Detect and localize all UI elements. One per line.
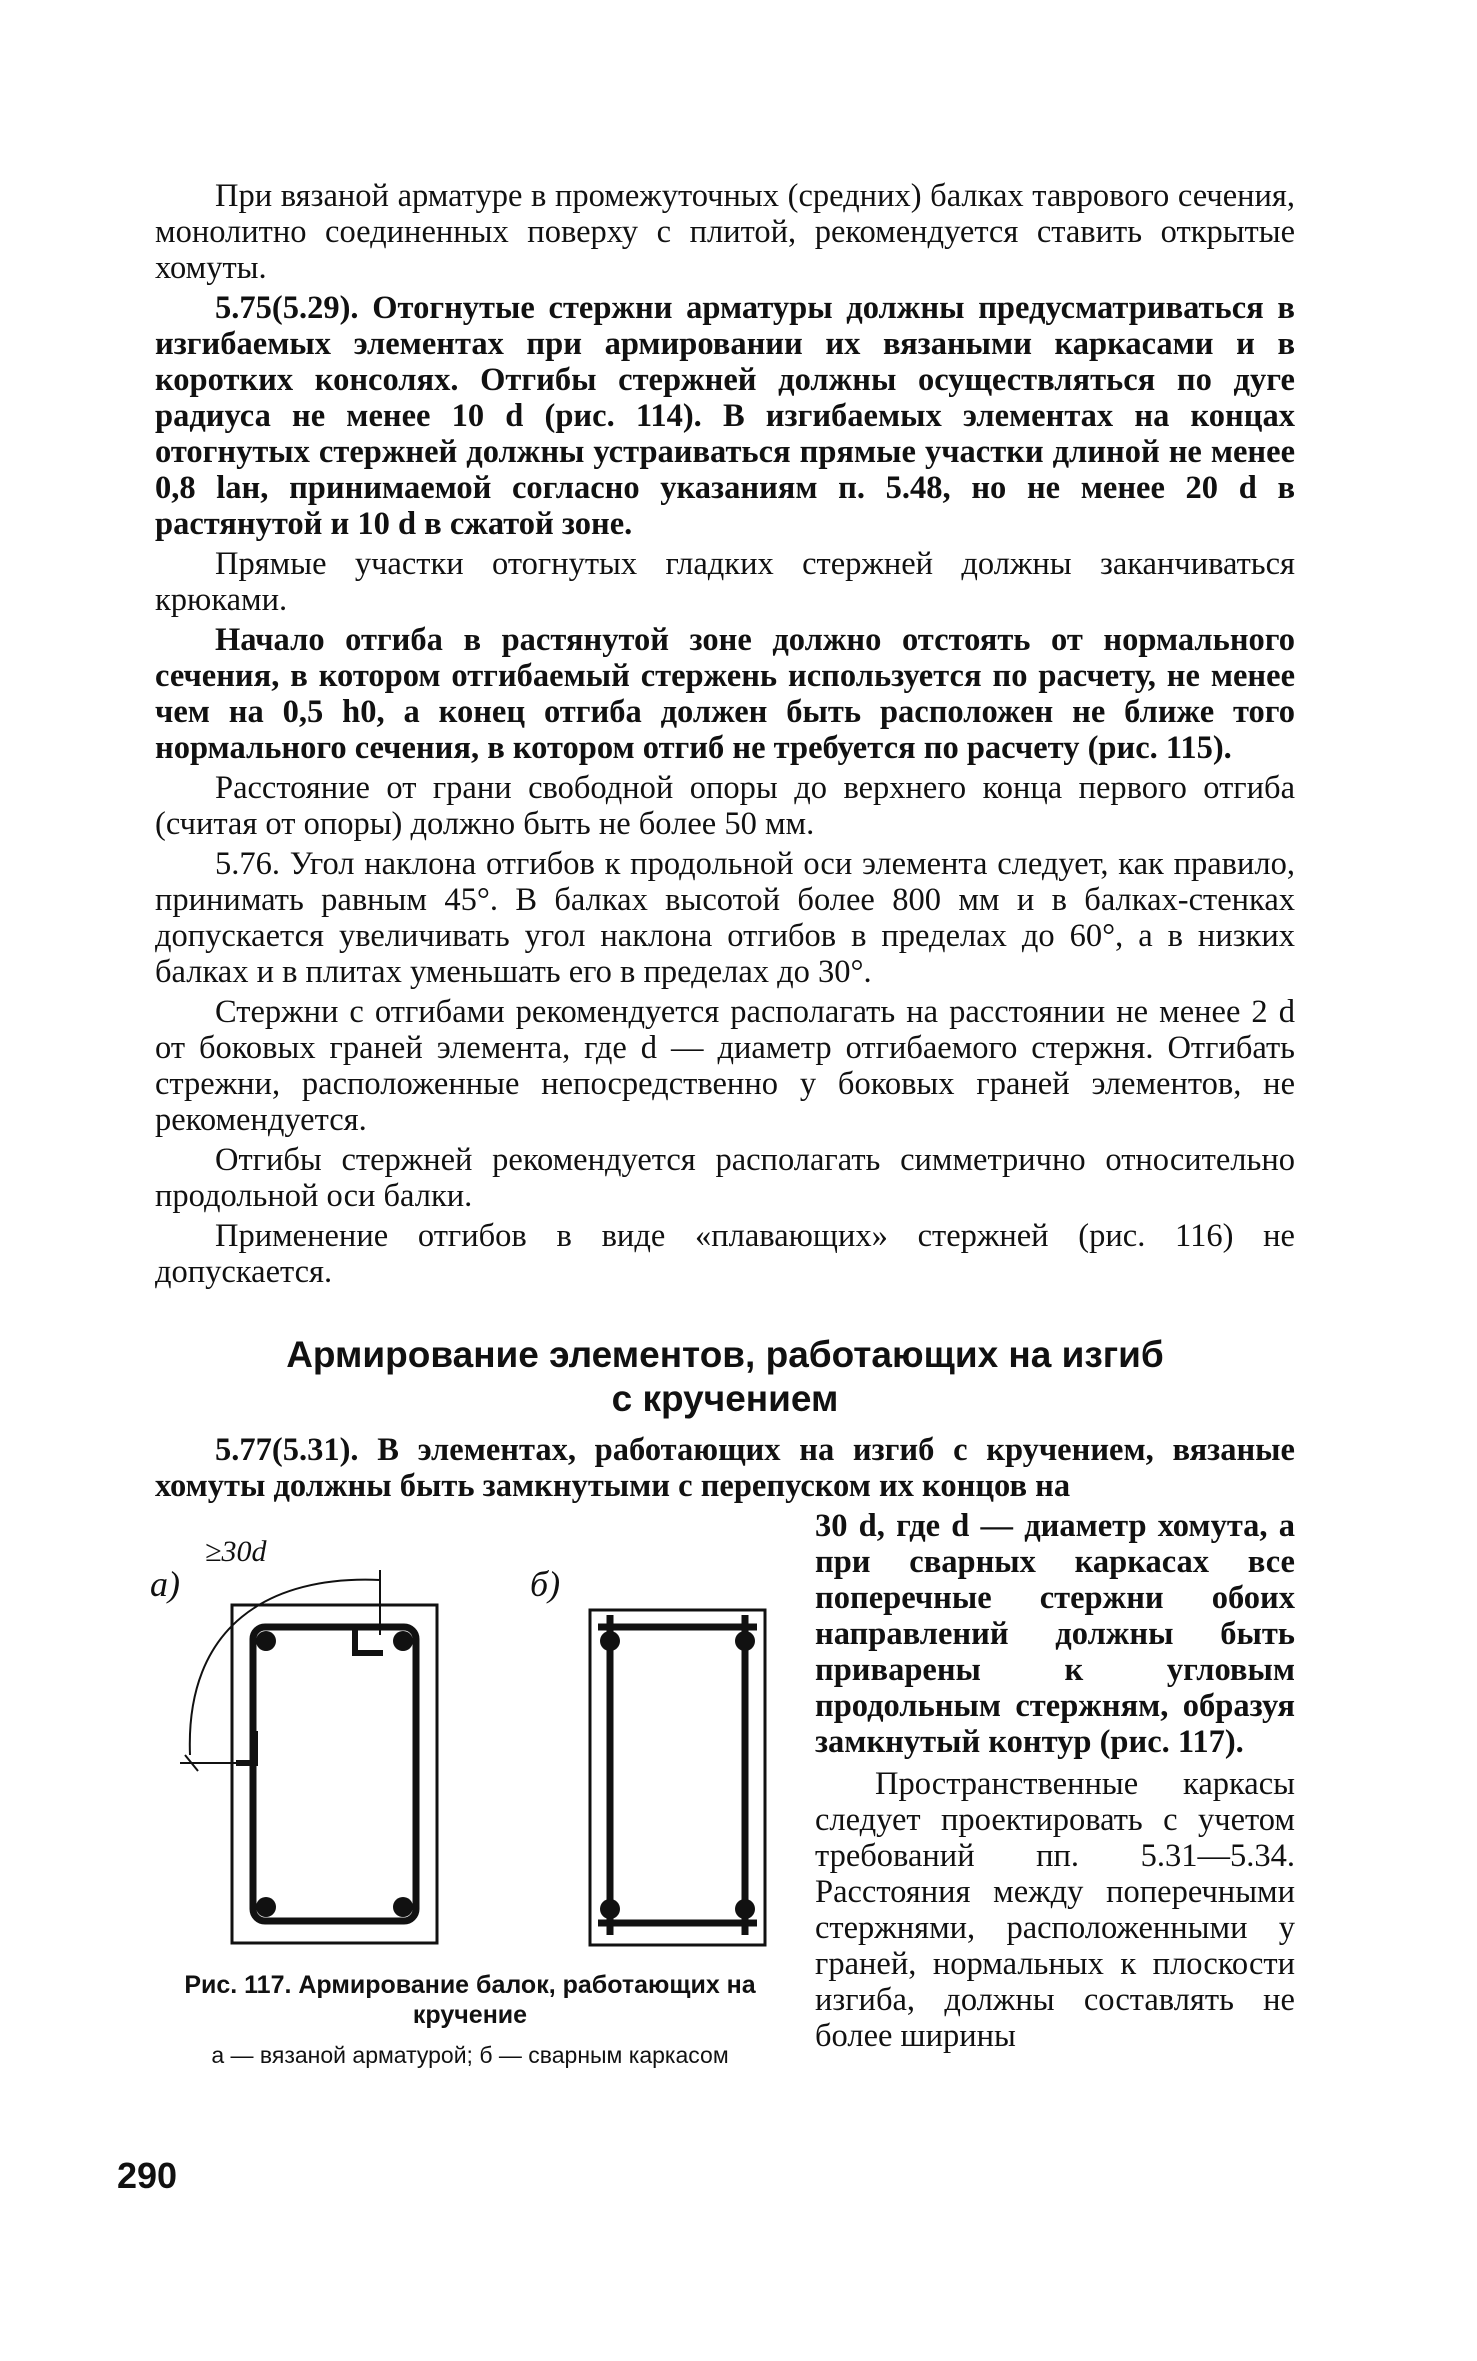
paragraph: Применение отгибов в виде «плавающих» стержней (рис. 116) не допускается. — [155, 1218, 1295, 1290]
figure-label-b: б) — [530, 1564, 561, 1604]
body-text — [155, 178, 1295, 1294]
caption-subtitle: а — вязаной арматурой; б — сварным каркасом — [211, 2042, 729, 2068]
bar-dot — [256, 1631, 276, 1651]
right-column-bold: 30 d, где d — диаметр хомута, а при сварных каркасах все поперечные стержни обоих направлений должны быть приварены к угловым продольным стержням, образуя замкнутый контур (рис. 117). — [815, 1508, 1295, 1760]
figure-caption — [150, 1970, 790, 2070]
right-column-paragraph: Пространственные каркасы следует проектировать с учетом требований пп. 5.31—5.34. Расстояния между поперечными стержнями, расположенными у граней, нормальных к плоскости изгиба, должны составлять не более ширины — [815, 1766, 1295, 2054]
caption-title: Рис. 117. Армирование балок, работающих на кручение — [184, 1971, 756, 2029]
paragraph: Стержни с отгибами рекомендуется располагать на расстоянии не менее 2 d от боковых граней элемента, где d — диаметр отгибаемого стержня. Отгибать стрежни, расположенные непосредственно у боковых граней элементов, не рекомендуется. — [155, 994, 1295, 1138]
figure-drawing — [150, 1545, 790, 1965]
figure-117 — [150, 1535, 790, 1965]
paragraph: При вязаной арматуре в промежуточных (средних) балках таврового сечения, монолитно соединенных поверху с плитой, рекомендуется ставить открытые хомуты. — [155, 178, 1295, 286]
paragraph: Отгибы стержней рекомендуется располагать симметрично относительно продольной оси балки. — [155, 1142, 1295, 1214]
section-heading-line: с кручением — [611, 1378, 839, 1419]
figure-label-a: а) — [150, 1564, 180, 1604]
right-column-text — [815, 1508, 1295, 2054]
paragraph: Прямые участки отогнутых гладких стержней должны заканчиваться крюками. — [155, 546, 1295, 618]
paragraph: Начало отгиба в растянутой зоне должно отстоять от нормального сечения, в котором отгибаемый стержень используется по расчету, не менее чем на 0,5 h0, а конец отгиба должен быть расположен не ближе того нормального сечения, в котором отгиб не требуется по расчету (рис. 115). — [155, 622, 1295, 766]
section-heading-line: Армирование элементов, работающих на изгиб — [286, 1334, 1164, 1375]
bar-dot — [393, 1897, 413, 1917]
page-number: 290 — [117, 2155, 178, 2196]
paragraph: 5.76. Угол наклона отгибов к продольной оси элемента следует, как правило, принимать равным 45°. В балках высотой более 800 мм и в балках-стенках допускается увеличивать угол наклона отгибов в пределах до 60°, а в низких балках и в плитах уменьшать его в пределах до 30°. — [155, 846, 1295, 990]
bar-dot — [256, 1897, 276, 1917]
section-a-stirrup — [253, 1627, 416, 1921]
dimension-label: ≥30d — [205, 1535, 267, 1568]
lead-paragraph: 5.77(5.31). В элементах, работающих на изгиб с кручением, вязаные хомуты должны быть замкнутыми с перепуском их концов на — [155, 1432, 1295, 1504]
section-b-outline — [590, 1610, 765, 1945]
paragraph: 5.75(5.29). Отогнутые стержни арматуры должны предусматриваться в изгибаемых элементах при армировании их вязаными каркасами и в коротких консолях. Отгибы стержней должны осуществляться по дуге радиуса не менее 10 d (рис. 114). В изгибаемых элементах на концах отогнутых стержней должны устраиваться прямые участки длиной не менее 0,8 lан, принимаемой согласно указаниям п. 5.48, но не менее 20 d в растянутой и 10 d в сжатой зоне. — [155, 290, 1295, 542]
bar-dot — [735, 1631, 755, 1651]
stirrup-overlap-side — [236, 1731, 255, 1763]
section-a-outline — [232, 1605, 437, 1943]
bar-dot — [393, 1631, 413, 1651]
section-heading — [155, 1333, 1295, 1421]
bar-dot — [600, 1899, 620, 1919]
bar-dot — [600, 1631, 620, 1651]
paragraph: Расстояние от грани свободной опоры до верхнего конца первого отгиба (считая от опоры) должно быть не более 50 мм. — [155, 770, 1295, 842]
bar-dot — [735, 1899, 755, 1919]
